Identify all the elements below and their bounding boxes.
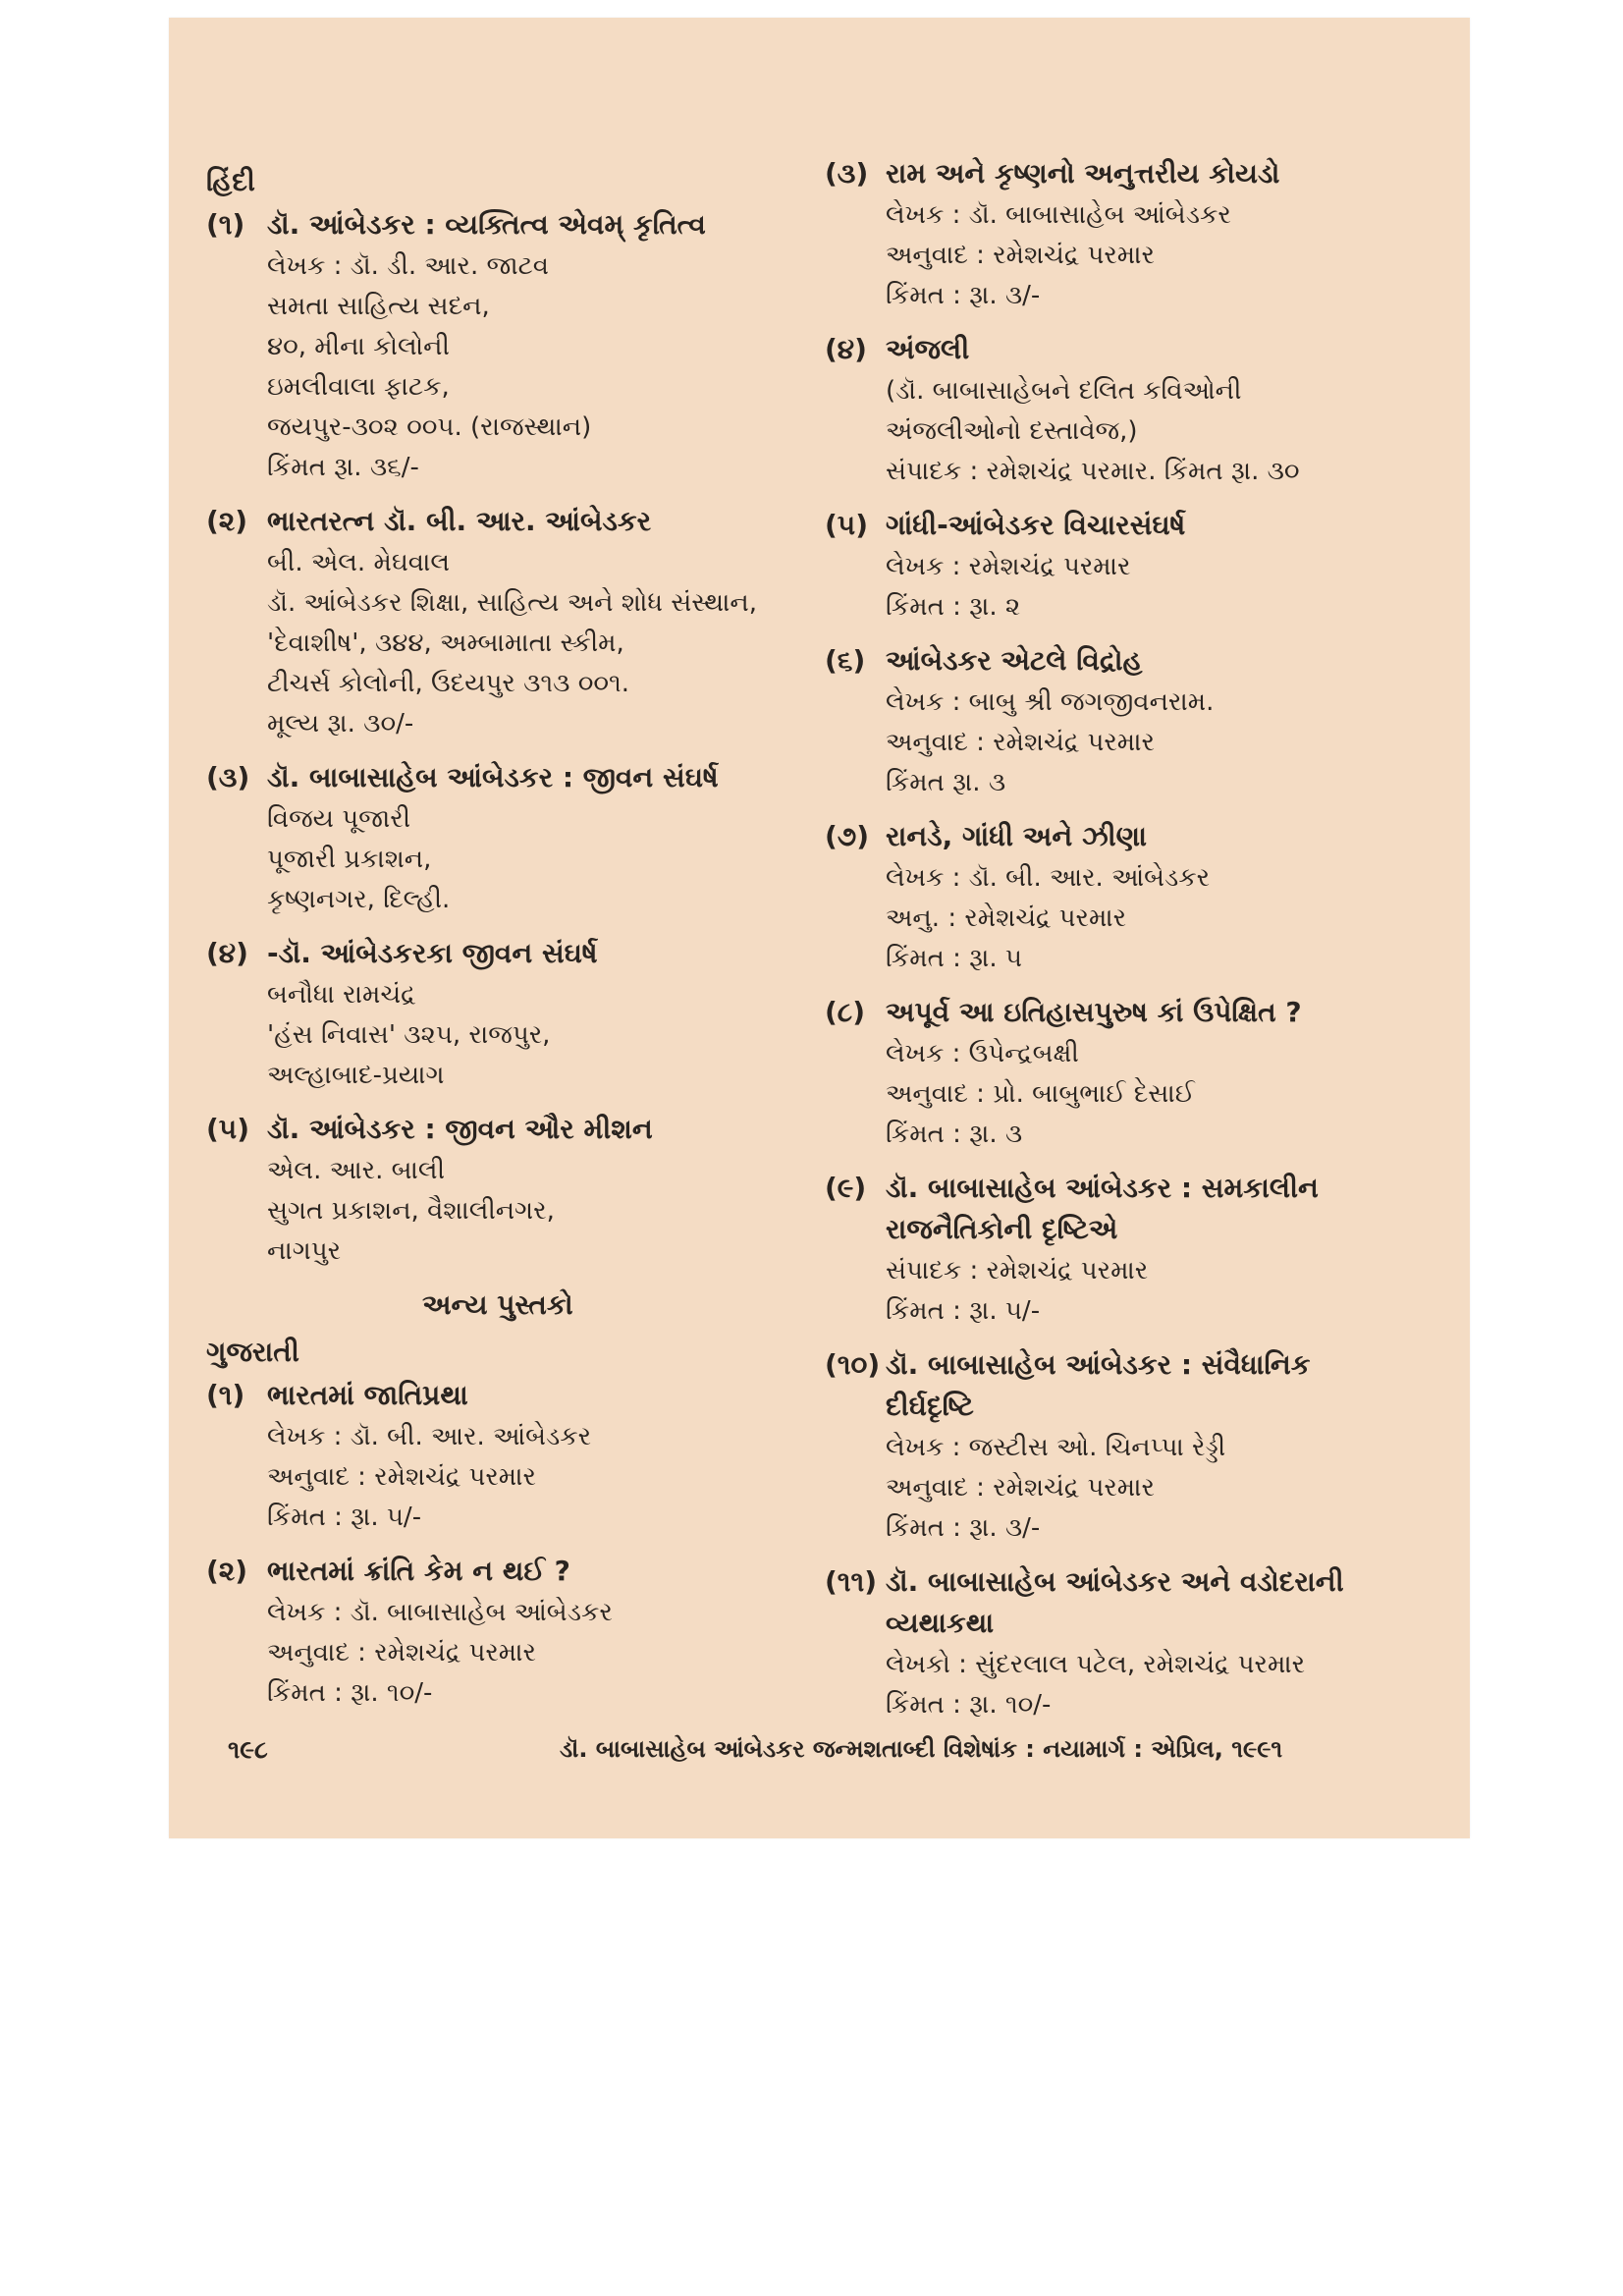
entry-title: ડૉ. બાબાસાહેબ આંબેડકર : જીવન સંઘર્ષ xyxy=(267,761,719,793)
entry-detail-line: કિંમત : રૂા. ૫/- xyxy=(267,1503,422,1532)
entry-detail-line: કિંમત : રૂા. ૨ xyxy=(886,592,1021,622)
entry-detail-line: કિંમત : રૂા. ૩/- xyxy=(886,281,1041,310)
entry-detail-line: ટીચર્સ કોલોની, ઉદયપુર ૩૧૩ ૦૦૧. xyxy=(267,669,630,698)
entry-number: (૫) xyxy=(206,1113,249,1145)
entry-detail-line: કિંમત : રૂા. ૩ xyxy=(886,1120,1023,1149)
entry-number: (૪) xyxy=(825,333,867,365)
entry-detail-line: નાગપુર xyxy=(267,1236,342,1266)
entry-detail-line: લેખક : ડૉ. બી. આર. આંબેડકર xyxy=(886,863,1211,893)
entry-title-cont: દીર્ઘદૃષ્ટિ xyxy=(886,1390,974,1422)
entry-title-cont: રાજનૈતિકોની દૃષ્ટિએ xyxy=(886,1213,1118,1245)
entry-detail-line: એલ. આર. બાલી xyxy=(267,1156,445,1185)
entry-title: ડૉ. બાબાસાહેબ આંબેડકર અને વડોદરાની xyxy=(886,1565,1344,1598)
entry-detail-line: સંપાદક : રમેશચંદ્ર પરમાર. કિંમત રૂા. ૩૦ xyxy=(886,457,1300,486)
section-heading-gujarati: ગુજરાતી xyxy=(206,1336,299,1368)
entry-number: (૧) xyxy=(206,208,245,241)
entry-number: (૯) xyxy=(825,1172,867,1204)
entry-number: (૫) xyxy=(825,509,868,541)
entry-detail-line: ડૉ. આંબેડકર શિક્ષા, સાહિત્ય અને શોધ સંસ્થાન, xyxy=(267,588,758,618)
entry-detail-line: કિંમત : રૂા. ૩/- xyxy=(886,1513,1041,1543)
entry-title: ભારતમાં ક્રાંતિ કેમ ન થઈ ? xyxy=(267,1555,570,1587)
entry-detail-line: અનુવાદ : પ્રો. બાબુભાઈ દેસાઈ xyxy=(886,1079,1195,1109)
entry-detail-line: સમતા સાહિત્ય સદન, xyxy=(267,292,490,321)
entry-detail-line: અંજલીઓનો દસ્તાવેજ,) xyxy=(886,416,1138,446)
entry-detail-line: અનુવાદ : રમેશચંદ્ર પરમાર xyxy=(267,1462,536,1492)
entry-detail-line: મૂલ્ય રૂા. ૩૦/- xyxy=(267,709,414,738)
entry-title: ભારતમાં જાતિપ્રથા xyxy=(267,1379,468,1411)
entry-title: રામ અને કૃષ્ણનો અનુત્તરીય કોયડો xyxy=(886,157,1280,190)
entry-detail-line: ઇમલીવાલા ફાટક, xyxy=(267,372,450,402)
section-heading-other-books: અન્ય પુસ્તકો xyxy=(422,1288,573,1321)
entry-title: -ડૉ. આંબેડકરકા જીવન સંઘર્ષ xyxy=(267,937,598,969)
entry-number: (૩) xyxy=(206,761,250,793)
running-footer: ડૉ. બાબાસાહેબ આંબેડકર જન્મશતાબ્દી વિશેષાંક : નયામાર્ગ : એપ્રિલ, ૧૯૯૧ xyxy=(560,1735,1283,1763)
entry-title: આંબેડકર એટલે વિદ્રોહ xyxy=(886,644,1143,677)
entry-number: (૪) xyxy=(206,937,248,969)
entry-detail-line: અલ્હાબાદ-પ્રયાગ xyxy=(267,1061,445,1090)
entry-detail-line: અનુવાદ : રમેશચંદ્ર પરમાર xyxy=(886,1473,1155,1503)
entry-title: અપૂર્વ આ ઇતિહાસપુરુષ કાં ઉપેક્ષિત ? xyxy=(886,996,1302,1028)
entry-detail-line: અનુ. : રમેશચંદ્ર પરમાર xyxy=(886,903,1127,933)
entry-detail-line: 'દેવાશીષ', ૩૪૪, અમ્બામાતા સ્કીમ, xyxy=(267,629,624,658)
entry-detail-line: લેખક : ઉપેન્દ્રબક્ષી xyxy=(886,1039,1079,1068)
entry-detail-line: 'હંસ નિવાસ' ૩૨૫, રાજપુર, xyxy=(267,1020,551,1050)
entry-title: ડૉ. આંબેડકર : જીવન ઔર મીશન xyxy=(267,1113,653,1145)
entry-number: (૨) xyxy=(206,1555,248,1587)
entry-detail-line: (ડૉ. બાબાસાહેબને દલિત કવિઓની xyxy=(886,376,1242,406)
entry-title: ભારતરત્ન ડૉ. બી. આર. આંબેડકર xyxy=(267,505,652,537)
entry-detail-line: વિજય પૂજારી xyxy=(267,804,411,834)
entry-title: રાનડે, ગાંધી અને ઝીણા xyxy=(886,820,1147,852)
entry-detail-line: સુગત પ્રકાશન, વૈશાલીનગર, xyxy=(267,1196,555,1226)
entry-detail-line: લેખક : ડૉ. ડી. આર. જાટવ xyxy=(267,251,549,281)
entry-number: (૧૦) xyxy=(825,1348,881,1381)
entry-detail-line: અનુવાદ : રમેશચંદ્ર પરમાર xyxy=(886,728,1155,757)
entry-number: (૧) xyxy=(206,1379,245,1411)
entry-number: (૩) xyxy=(825,157,869,190)
entry-number: (૬) xyxy=(825,644,866,677)
entry-detail-line: કિંમત રૂા. ૩૬/- xyxy=(267,453,419,482)
entry-detail-line: ૪૦, મીના કોલોની xyxy=(267,332,450,361)
entry-title: ડૉ. આંબેડકર : વ્યક્તિત્વ એવમ્ કૃતિત્વ xyxy=(267,208,706,241)
entry-detail-line: અનુવાદ : રમેશચંદ્ર પરમાર xyxy=(886,241,1155,270)
entry-detail-line: લેખક : જસ્ટીસ ઓ. ચિનપ્પા રેડ્ડી xyxy=(886,1433,1226,1462)
entry-detail-line: કિંમત રૂા. ૩ xyxy=(886,768,1006,797)
entry-detail-line: કિંમત : રૂા. ૫/- xyxy=(886,1296,1041,1326)
entry-detail-line: કિંમત : રૂા. ૧૦/- xyxy=(267,1678,433,1708)
entry-detail-line: અનુવાદ : રમેશચંદ્ર પરમાર xyxy=(267,1638,536,1667)
entry-detail-line: લેખકો : સુંદરલાલ પટેલ, રમેશચંદ્ર પરમાર xyxy=(886,1650,1306,1679)
entry-number: (૮) xyxy=(825,996,865,1028)
entry-detail-line: લેખક : ડૉ. બાબાસાહેબ આંબેડકર xyxy=(267,1598,613,1627)
entry-detail-line: લેખક : બાબુ શ્રી જગજીવનરામ. xyxy=(886,687,1215,717)
entry-title-cont: વ્યથાકથા xyxy=(886,1607,995,1639)
section-heading-hindi: હિંદી xyxy=(206,165,255,197)
entry-detail-line: લેખક : ડૉ. બી. આર. આંબેડકર xyxy=(267,1422,592,1451)
entry-detail-line: લેખક : ડૉ. બાબાસાહેબ આંબેડકર xyxy=(886,200,1231,230)
entry-title: ડૉ. બાબાસાહેબ આંબેડકર : સમકાલીન xyxy=(886,1172,1319,1204)
entry-detail-line: લેખક : રમેશચંદ્ર પરમાર xyxy=(886,552,1131,581)
entry-number: (૨) xyxy=(206,505,248,537)
entry-detail-line: બી. એલ. મેઘવાલ xyxy=(267,548,451,577)
entry-detail-line: પૂજારી પ્રકાશન, xyxy=(267,845,432,874)
entry-detail-line: કિંમત : રૂા. ૫ xyxy=(886,944,1022,973)
entry-title: ગાંધી-આંબેડકર વિચારસંઘર્ષ xyxy=(886,509,1186,541)
entry-number: (૭) xyxy=(825,820,870,852)
entry-detail-line: કિંમત : રૂા. ૧૦/- xyxy=(886,1690,1052,1720)
entry-detail-line: જયપુર-૩૦૨ ૦૦૫. (રાજસ્થાન) xyxy=(267,412,592,442)
entry-title: અંજલી xyxy=(886,333,970,365)
page-number: ૧૯૮ xyxy=(228,1735,268,1764)
entry-detail-line: કૃષ્ણનગર, દિલ્હી. xyxy=(267,885,451,914)
entry-detail-line: બનૌધા રામચંદ્ર xyxy=(267,980,416,1010)
entry-number: (૧૧) xyxy=(825,1565,878,1598)
entry-detail-line: સંપાદક : રમેશચંદ્ર પરમાર xyxy=(886,1256,1149,1285)
entry-title: ડૉ. બાબાસાહેબ આંબેડકર : સંવૈધાનિક xyxy=(886,1348,1311,1381)
